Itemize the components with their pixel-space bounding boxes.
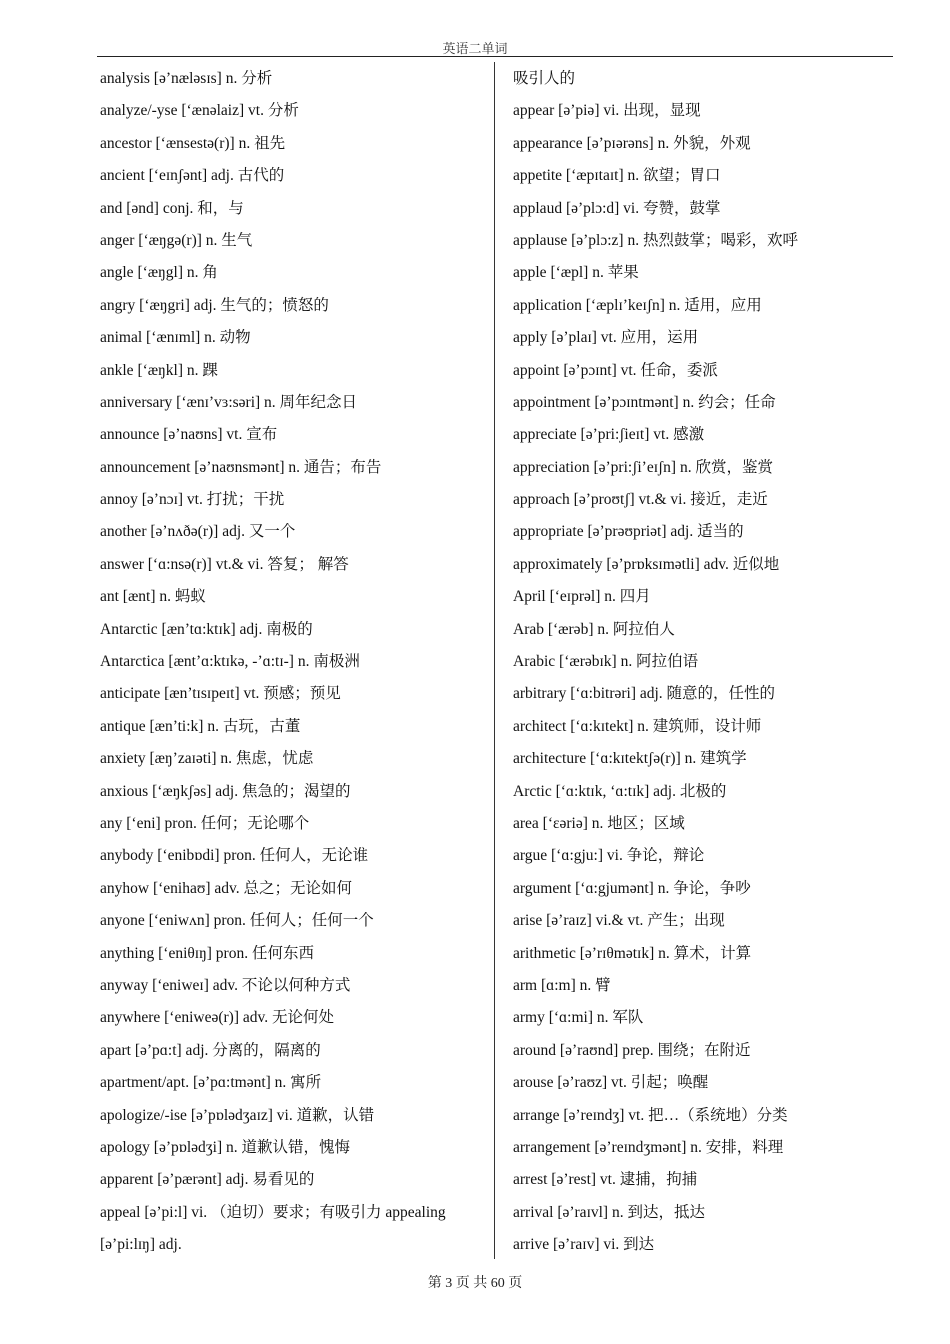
vocab-entry: arithmetic [ə’rɪθmətɪk] n. 算术，计算 xyxy=(513,944,752,962)
column-divider xyxy=(494,62,495,1259)
vocab-entry: Arctic [‘ɑ:ktɪk, ‘ɑ:tɪk] adj. 北极的 xyxy=(513,782,727,800)
vocab-entry: arbitrary [‘ɑ:bitrəri] adj. 随意的，任性的 xyxy=(513,685,776,703)
vocab-entry: applaud [ə’plɔ:d] vi. 夸赞，鼓掌 xyxy=(513,199,721,217)
vocab-entry: arm [ɑ:m] n. 臂 xyxy=(513,976,611,994)
vocab-entry: appear [ə’piə] vi. 出现，显现 xyxy=(513,102,701,120)
vocab-entry: April [‘eɪprəl] n. 四月 xyxy=(513,588,651,606)
vocab-entry: arise [ə’raɪz] vi.& vt. 产生；出现 xyxy=(513,912,725,930)
vocab-entry: anything [‘eniθɪŋ] pron. 任何东西 xyxy=(100,944,314,962)
vocab-entry: answer [‘ɑ:nsə(r)] vt.& vi. 答复； 解答 xyxy=(100,555,349,573)
vocab-entry: Antarctic [æn’tɑ:ktɪk] adj. 南极的 xyxy=(100,620,313,638)
vocab-entry: analyze/-yse [‘ænəlaiz] vt. 分析 xyxy=(100,102,299,120)
vocab-entry: animal [‘ænɪml] n. 动物 xyxy=(100,329,251,347)
vocab-entry: ancestor [‘ænsestə(r)] n. 祖先 xyxy=(100,134,286,152)
vocab-entry: apology [ə’pɒlədʒi] n. 道歉认错，愧悔 xyxy=(100,1138,351,1156)
vocab-entry: appropriate [ə’prəʊpriət] adj. 适当的 xyxy=(513,523,744,541)
vocab-entry: argue [‘ɑ:gju:] vi. 争论，辩论 xyxy=(513,847,705,865)
vocab-entry: analysis [ə’næləsɪs] n. 分析 xyxy=(100,70,273,87)
vocab-entry: around [ə’raʊnd] prep. 围绕；在附近 xyxy=(513,1041,751,1059)
vocab-entry: anxious [‘æŋkʃəs] adj. 焦急的；渴望的 xyxy=(100,782,351,800)
vocab-entry: arrest [ə’rest] vt. 逮捕，拘捕 xyxy=(513,1171,698,1189)
vocab-entry: arrival [ə’raɪvl] n. 到达，抵达 xyxy=(513,1203,705,1221)
vocab-entry: arrive [ə’raɪv] vi. 到达 xyxy=(513,1236,655,1254)
vocab-entry: apologize/-ise [ə’pɒlədʒaɪz] vi. 道歉，认错 xyxy=(100,1106,375,1124)
vocab-entry: appearance [ə’pɪərəns] n. 外貌，外观 xyxy=(513,134,751,152)
vocab-entry: ancient [‘eɪnʃənt] adj. 古代的 xyxy=(100,167,285,185)
vocab-entry: anger [‘æŋgə(r)] n. 生气 xyxy=(100,231,253,249)
right-word-column xyxy=(513,63,873,1261)
vocab-entry: ankle [‘æŋkl] n. 踝 xyxy=(100,361,218,379)
vocab-entry: apartment/apt. [ə’pɑ:tmənt] n. 寓所 xyxy=(100,1074,322,1092)
vocab-entry: anywhere [‘eniweə(r)] adv. 无论何处 xyxy=(100,1009,334,1027)
vocab-entry: apply [ə’plaɪ] vt. 应用，运用 xyxy=(513,329,699,347)
vocab-entry: any [‘eni] pron. 任何；无论哪个 xyxy=(100,814,310,832)
vocab-entry: argument [‘ɑ:gjumənt] n. 争论，争吵 xyxy=(513,879,751,897)
vocab-entry: and [ənd] conj. 和，与 xyxy=(100,199,244,217)
vocab-entry: anniversary [‘ænɪ’vɜ:səri] n. 周年纪念日 xyxy=(100,393,358,411)
vocab-entry: Antarctica [ænt’ɑ:ktɪkə, -’ɑ:tɪ-] n. 南极洲 xyxy=(100,653,360,671)
header-divider xyxy=(97,56,893,57)
vocab-entry: arrange [ə’reɪndʒ] vt. 把…（系统地）分类 xyxy=(513,1106,788,1124)
vocab-entry: appointment [ə’pɔɪntmənt] n. 约会；任命 xyxy=(513,393,776,411)
vocab-entry: annoy [ə’nɔɪ] vt. 打扰；干扰 xyxy=(100,491,285,509)
vocab-entry: architecture [‘ɑ:kɪtektʃə(r)] n. 建筑学 xyxy=(513,750,747,768)
vocab-entry: anyhow [‘enihaʊ] adv. 总之；无论如何 xyxy=(100,879,353,897)
vocab-entry: architect [‘ɑ:kɪtekt] n. 建筑师，设计师 xyxy=(513,717,762,735)
vocab-entry: anticipate [æn’tɪsɪpeɪt] vt. 预感；预见 xyxy=(100,685,341,703)
vocab-entry: anybody [‘enibɒdi] pron. 任何人，无论谁 xyxy=(100,847,369,865)
page-footer: 第 3 页 共 60 页 xyxy=(427,1276,523,1291)
vocab-entry: appoint [ə’pɔɪnt] vt. 任命，委派 xyxy=(513,361,718,379)
vocab-entry: apple [‘æpl] n. 苹果 xyxy=(513,264,639,282)
vocab-entry: angle [‘æŋgl] n. 角 xyxy=(100,264,218,282)
page-header-title: 英语二单词 xyxy=(442,41,508,56)
vocab-entry: apart [ə’pɑ:t] adj. 分离的，隔离的 xyxy=(100,1041,321,1059)
vocab-entry: anxiety [æŋ’zaɪəti] n. 焦虑，忧虑 xyxy=(100,750,314,768)
vocab-entry: applause [ə’plɔ:z] n. 热烈鼓掌；喝彩，欢呼 xyxy=(513,231,798,249)
vocab-entry: army [‘ɑ:mi] n. 军队 xyxy=(513,1009,644,1027)
vocab-entry: appreciation [ə’pri:ʃi’eɪʃn] n. 欣赏，鉴赏 xyxy=(513,458,773,476)
vocab-entry: Arabic [‘ærəbɪk] n. 阿拉伯语 xyxy=(513,653,699,671)
vocab-entry: anyway [‘eniweɪ] adv. 不论以何种方式 xyxy=(100,976,351,994)
vocab-entry: antique [æn’ti:k] n. 古玩，古董 xyxy=(100,717,301,735)
vocab-entry: Arab [‘ærəb] n. 阿拉伯人 xyxy=(513,620,675,638)
vocab-entry: arrangement [ə’reɪndʒmənt] n. 安排，料理 xyxy=(513,1138,784,1156)
vocab-entry: appreciate [ə’pri:ʃieɪt] vt. 感激 xyxy=(513,426,705,444)
vocab-entry: anyone [‘eniwʌn] pron. 任何人；任何一个 xyxy=(100,912,374,930)
vocab-entry: approach [ə’proʊtʃ] vt.& vi. 接近，走近 xyxy=(513,491,768,509)
vocab-entry: apparent [ə’pærənt] adj. 易看见的 xyxy=(100,1171,315,1189)
vocab-entry: 吸引人的 xyxy=(513,70,576,87)
vocab-entry: appeal [ə’pi:l] vi. （迫切）要求；有吸引力 appealing xyxy=(100,1203,446,1221)
vocab-entry: approximately [ə’prɒksɪmətli] adv. 近似地 xyxy=(513,555,780,573)
vocab-entry: announcement [ə’naʊnsmənt] n. 通告；布告 xyxy=(100,458,382,476)
vocab-entry: area [‘ɛəriə] n. 地区；区域 xyxy=(513,814,685,832)
left-word-column xyxy=(100,63,485,1261)
vocab-entry: arouse [ə’raʊz] vt. 引起；唤醒 xyxy=(513,1074,709,1092)
vocab-entry: [ə’pi:lɪŋ] adj. xyxy=(100,1236,182,1254)
vocab-entry: appetite [‘æpɪtaɪt] n. 欲望；胃口 xyxy=(513,167,721,185)
vocab-entry: ant [ænt] n. 蚂蚁 xyxy=(100,588,206,606)
vocab-entry: another [ə’nʌðə(r)] adj. 又一个 xyxy=(100,523,296,541)
vocab-entry: angry [‘æŋgri] adj. 生气的；愤怒的 xyxy=(100,296,329,314)
vocab-entry: application [‘æplɪ’keɪʃn] n. 适用，应用 xyxy=(513,296,762,314)
vocab-entry: announce [ə’naʊns] vt. 宣布 xyxy=(100,426,278,444)
